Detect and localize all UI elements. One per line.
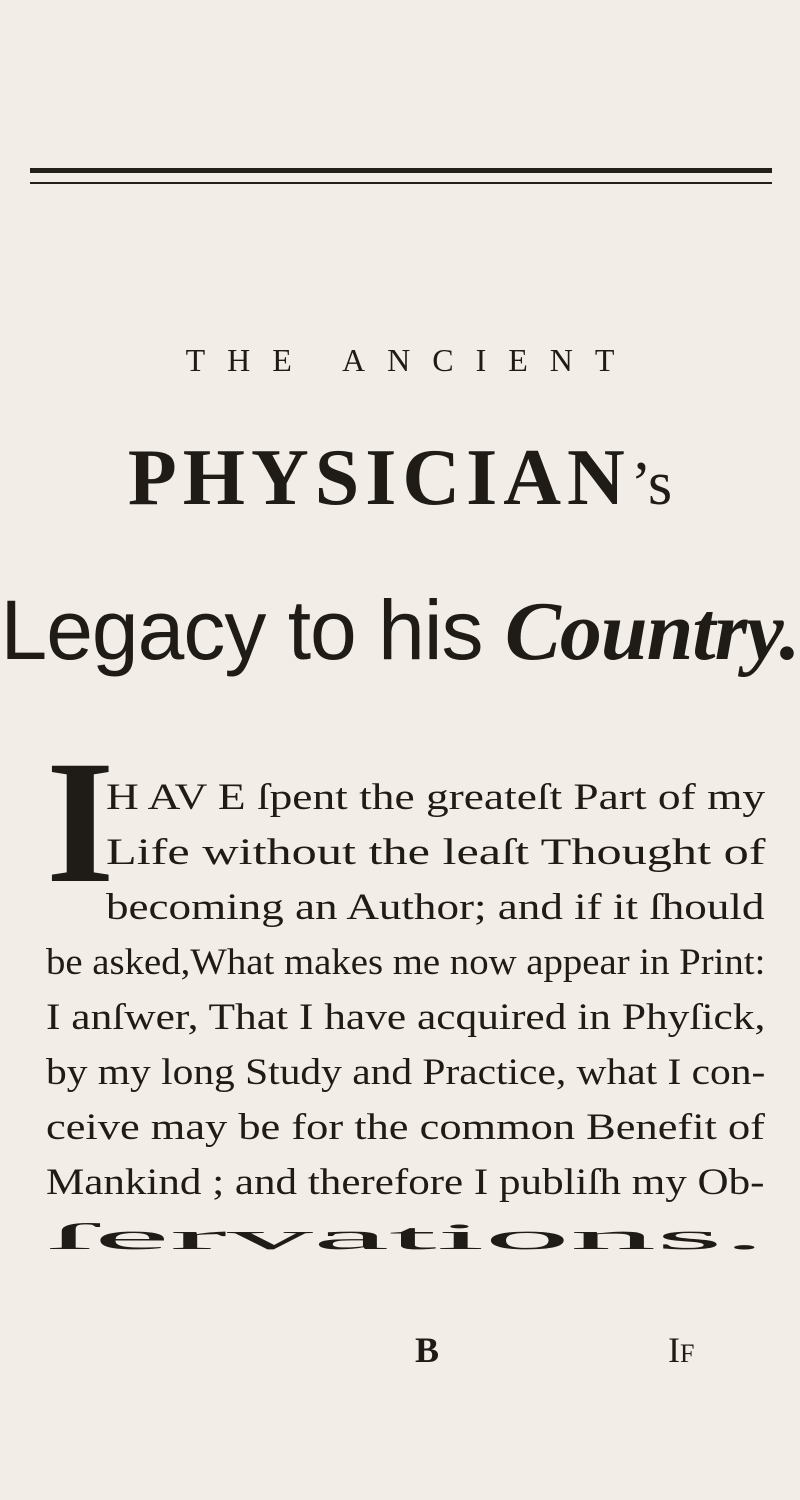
title-physician: PHYSICIAN [127, 434, 631, 522]
signature-mark: B [415, 1330, 440, 1370]
drop-cap: I [46, 725, 115, 920]
title-line-the-ancient: THE ANCIENT [185, 342, 637, 378]
body-line: Life without the leaſt Thought of [106, 832, 766, 873]
body-line: ceive may be for the common Benefit of [46, 1107, 765, 1148]
body-line: ſervations. [46, 1217, 766, 1258]
title-country-italic: Country. [504, 585, 800, 678]
title-line-legacy [0, 580, 800, 682]
title-possessive-suffix: ’s [630, 450, 673, 518]
body-line: by my long Study and Practice, what I con- [46, 1052, 766, 1093]
body-line: I anſwer, That I have acquired in Phyſick, [46, 997, 766, 1038]
double-rule-thin [30, 182, 772, 184]
catchword-initial: I [668, 1330, 680, 1370]
body-line: be asked,What makes me now appear in Print: [46, 942, 766, 983]
catchword [668, 1328, 694, 1376]
double-rule-thick [30, 168, 772, 173]
body-line: H AV E ſpent the greateſt Part of my [106, 777, 766, 818]
title-line-physicians [0, 432, 800, 530]
title-legacy-plain: Legacy to his [0, 583, 505, 677]
body-line: becoming an Author; and if it ſhould [106, 887, 765, 928]
catchword-rest: F [680, 1339, 695, 1368]
body-line: Mankind ; and therefore I publiſh my Ob- [46, 1162, 765, 1203]
